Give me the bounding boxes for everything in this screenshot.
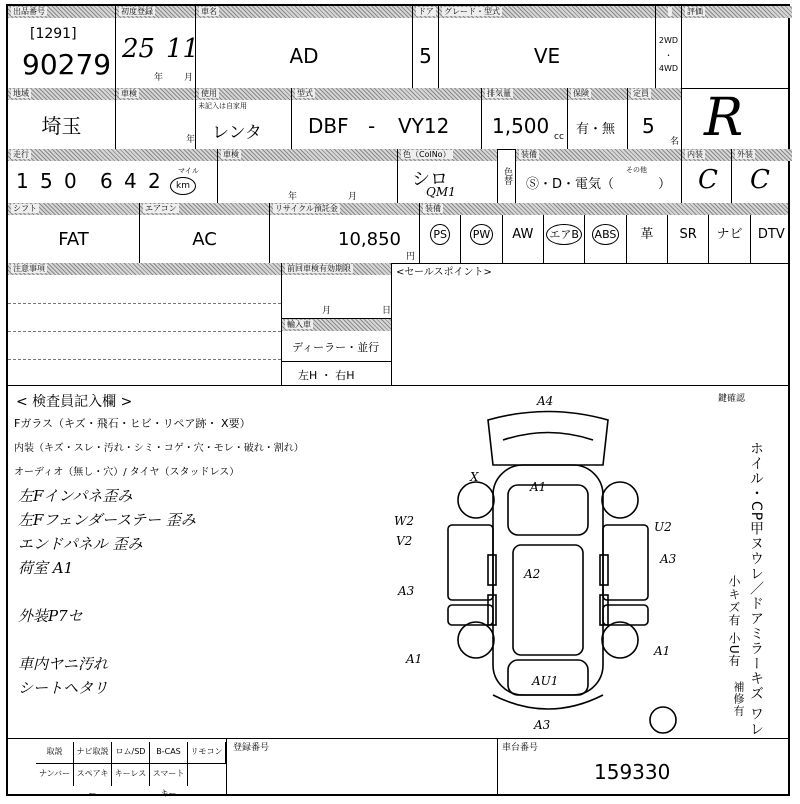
model-cell: 車名 AD (196, 6, 413, 88)
reg-month: 11 (166, 34, 200, 64)
grade: VE (533, 44, 561, 68)
use-type: レンタ (212, 123, 262, 143)
inspector-title: < 検査員記入欄 > (16, 394, 133, 410)
damage-mark: A3 (398, 584, 415, 598)
key-check-label: 鍵確認 (718, 394, 746, 404)
type-cell: 型式 DBF - VY12 (292, 88, 482, 149)
mileage-digit: 1 (16, 169, 29, 193)
grade-cell: グレード・型式 VE (439, 6, 656, 88)
inspector-section: < 検査員記入欄 > Fガラス（キズ・飛石・ヒビ・リペア跡・ X要） 内装（キズ・スレ・汚れ・シミ・コゲ・穴・モレ・破れ・割れ） オーディオ（無し・穴）/ タイヤ（スタッドレス） 左Fインパネ歪み 左Fフェンダーステー 歪み エンドパネル 歪み 荷室 A1 外装P7セ 車内ヤニ汚れ シートヘタリ A4 A1 A2 U2 W2 V2 A3 A3 A1 A1 AU1 A3 X 鍵確認 ホイル・CP甲ヌウレ／ドアミラーキズ ワレ 小キズ有 小U有 補修有 (8, 385, 788, 739)
damage-mark: A1 (406, 652, 423, 666)
damage-mark: U2 (654, 520, 672, 534)
damage-mark: A1 (530, 480, 547, 494)
option-cell (668, 215, 709, 263)
option-label: ナビ (716, 227, 743, 242)
area-cell: 地域 埼玉 (8, 88, 116, 149)
mileage-digit: 2 (148, 169, 161, 193)
bottom-label: B-CAS (150, 742, 188, 764)
bottom-grid (8, 738, 226, 796)
bottom-label: スペアキー (74, 764, 112, 786)
row-3 (8, 149, 788, 204)
hand-note (18, 629, 378, 653)
doors: 5 (419, 44, 432, 68)
hand-note: エンドパネル 歪み (18, 535, 143, 553)
auction-sheet (6, 4, 790, 796)
option-cell (751, 215, 792, 263)
reg-year: 25 (122, 34, 156, 64)
color: シロ (412, 169, 448, 190)
type-code: VY12 (398, 114, 450, 138)
lot-header: 出品番号 (8, 6, 115, 18)
row-4 (8, 203, 788, 264)
bottom-label: ナビ取説 (74, 742, 112, 764)
recycle-fee: 10,850 (338, 229, 401, 250)
color-change-cell: 色替 (498, 149, 516, 203)
hand-note: 左Fインパネ歪み (18, 487, 133, 505)
side-text-3: 補修有 (732, 681, 745, 717)
damage-mark: A2 (524, 567, 541, 581)
option-cell (709, 215, 750, 263)
option-label: エアB (546, 224, 582, 245)
bottom-label: リモコン (188, 742, 226, 764)
interior-eval: C (698, 165, 718, 195)
doors-cell: ドア 5 (413, 6, 439, 88)
aircon-cell: エアコン AC (140, 203, 270, 263)
lot-id: 90279 (22, 48, 112, 81)
side-text-2: 小キズ有 小U有 (727, 575, 741, 668)
frame-number: 159330 (594, 760, 671, 784)
area: 埼玉 (41, 114, 82, 138)
damage-mark: A3 (660, 552, 677, 566)
notes-cell: 注意事項 (8, 263, 282, 385)
shaken2-cell: 車検 年 (116, 88, 196, 149)
lot-cell (8, 6, 116, 88)
capacity: 5 (642, 114, 655, 138)
mileage-digit: 4 (124, 169, 137, 193)
color-cell: 色（ColNo） シロ QM1 (398, 149, 498, 203)
recycle-cell: リサイクル預託金 10,850 円 (270, 203, 420, 263)
insp-cell: 保険 有・無 (568, 88, 628, 149)
row-2 (8, 88, 788, 150)
option-cell (627, 215, 668, 263)
cc-cell: 排気量 1,500 cc (482, 88, 568, 149)
reg-no-cell: 登録番号 (226, 738, 498, 796)
hand-note (18, 581, 378, 605)
capacity-cell: 定員 5 名 (628, 88, 682, 149)
shaken-cell: 車検 年 月 (218, 149, 398, 203)
damage-mark: V2 (396, 534, 413, 548)
equip-cell: 装備 Ⓢ・D・電気（ その他 ） (516, 149, 682, 203)
option-cell (461, 215, 502, 263)
exterior-eval-cell: 外装 C (732, 149, 792, 203)
option-label: ABS (592, 224, 620, 245)
damage-mark: AU1 (532, 674, 559, 688)
evaluation-score: R (704, 88, 744, 148)
damage-mark: A4 (537, 394, 554, 408)
transmission: FAT (58, 229, 89, 250)
mileage-cell: 走行 1 5 0 6 4 2 マイル km (8, 149, 218, 203)
bottom-label: 取説 (36, 742, 74, 764)
options-area: 装備 PS PW AW エアB ABS 革 SR ナビ DTV (420, 203, 788, 263)
frame-cell: 車台番号 159330 (502, 743, 671, 784)
option-cell (544, 215, 585, 263)
row-5 (8, 263, 788, 386)
bottom-label: キーレス (112, 764, 150, 786)
type-prefix: DBF (308, 114, 349, 138)
aircon: AC (192, 229, 217, 250)
km-unit: km (170, 177, 196, 195)
damage-mark: A1 (654, 644, 671, 658)
lot-number: [1291] (30, 26, 77, 42)
interior-eval-cell: 内装 C (682, 149, 732, 203)
hand-notes (18, 485, 378, 701)
drive-cell: 2WD ・ 4WD (656, 6, 682, 88)
option-label: DTV (757, 227, 785, 242)
mileage-digit: 0 (64, 169, 77, 193)
options-row (420, 215, 788, 263)
option-label: SR (679, 227, 697, 242)
model-name: AD (289, 44, 319, 68)
hand-note: 荷室 A1 (18, 559, 74, 577)
option-cell (420, 215, 461, 263)
color-code: QM1 (426, 185, 456, 199)
sales-cell: <セールスポイント> (396, 267, 492, 278)
row-1 (8, 6, 788, 89)
mileage-digit: 5 (40, 169, 53, 193)
use-cell: 使用 未記入は自家用 レンタ (196, 88, 292, 149)
eval-cell: 評価 (682, 6, 792, 88)
option-cell (585, 215, 626, 263)
option-label: AW (512, 227, 534, 242)
option-label: PW (470, 224, 494, 245)
displacement: 1,500 (492, 114, 550, 138)
damage-mark: W2 (394, 514, 414, 528)
bottom-label: ロム/SD (112, 742, 150, 764)
side-text-1: ホイル・CP甲ヌウレ／ドアミラーキズ ワレ (748, 441, 764, 737)
hand-note: 車内ヤニ汚れ (18, 655, 109, 673)
damage-mark: X (470, 470, 479, 484)
exterior-eval: C (750, 165, 770, 195)
damage-mark: A3 (534, 718, 551, 732)
hand-note: 外装P7セ (18, 607, 83, 625)
bottom-row (8, 738, 788, 796)
bottom-label: ナンバー (36, 764, 74, 786)
mileage-digits (16, 169, 172, 193)
option-label: 革 (640, 227, 654, 242)
reg-cell: 初度登録 25 11 年 月 (116, 6, 196, 88)
hand-note: 左Fフェンダーステー 歪み (18, 511, 196, 529)
prev-cell: 前回車検有効期限 月 日 輸入車 ディーラー・並行 左H ・ 右H (282, 263, 392, 385)
bottom-label: スマートキー (150, 764, 188, 786)
transmission-cell: シフト FAT (8, 203, 140, 263)
option-label: PS (430, 224, 450, 245)
option-cell (503, 215, 544, 263)
mileage-digit: 6 (100, 169, 113, 193)
hand-note: シートヘタリ (18, 679, 109, 697)
